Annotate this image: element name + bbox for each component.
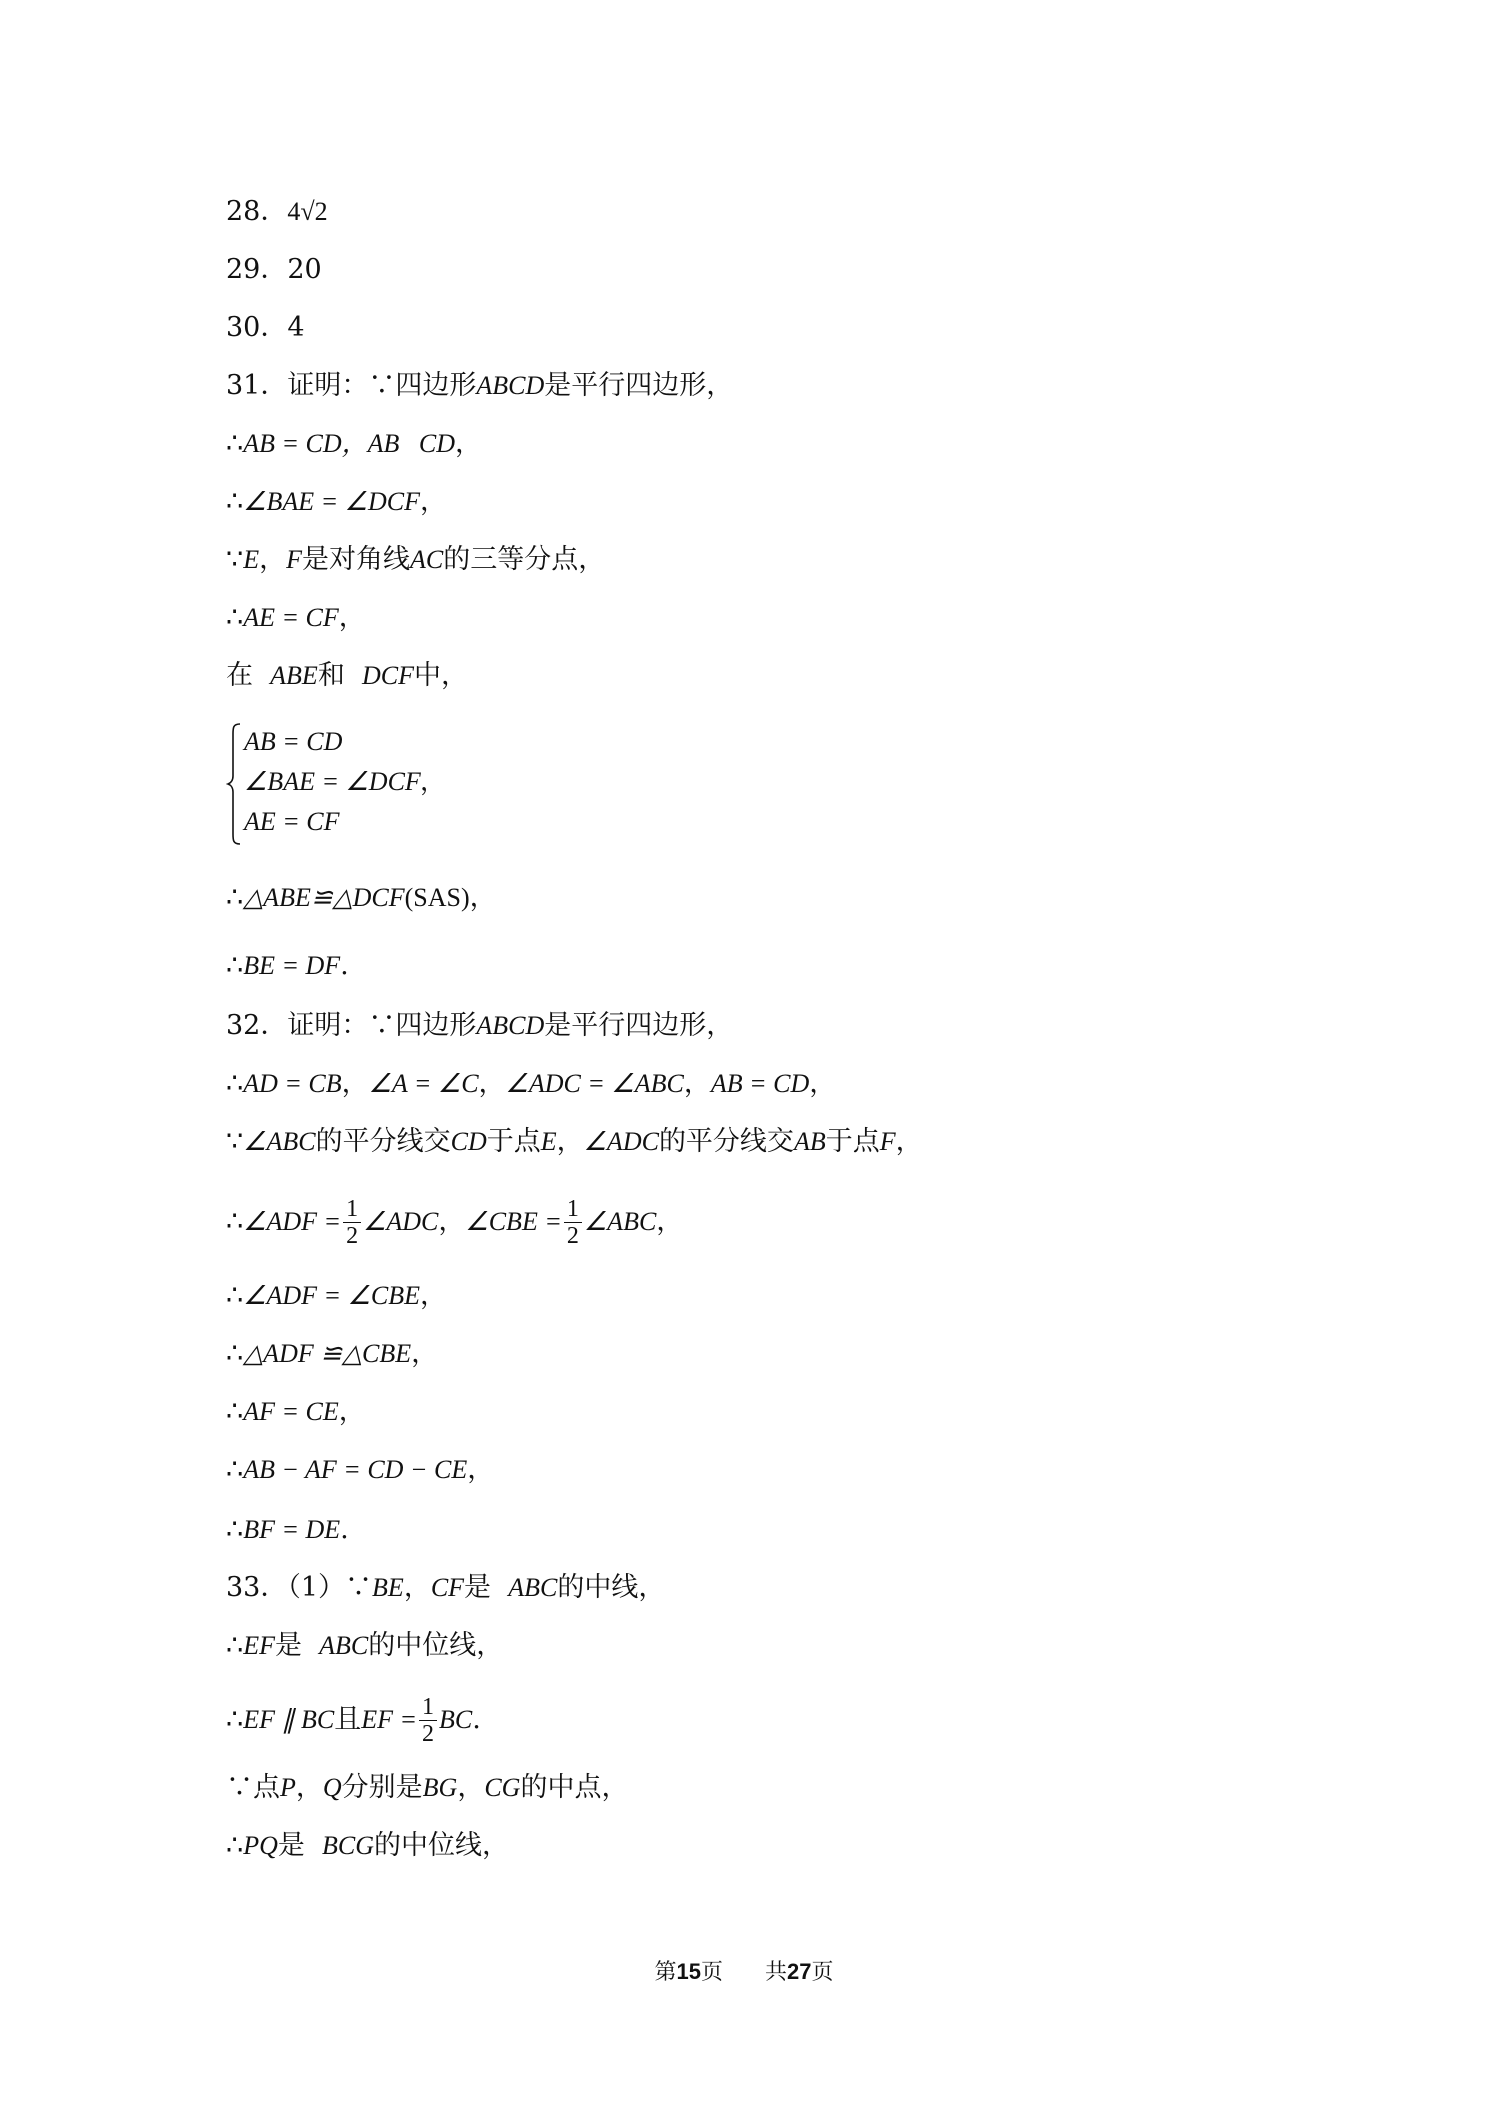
- math-expr: (SAS): [404, 883, 470, 912]
- therefore-symbol: ∴: [226, 1206, 244, 1237]
- math-expr: EF =: [361, 1705, 417, 1734]
- therefore-symbol: ∴: [226, 1338, 244, 1369]
- because-symbol: ∵点: [226, 1772, 280, 1803]
- answer-30: [226, 308, 305, 348]
- therefore-symbol: ∴: [226, 1068, 244, 1099]
- text: 的三等分点，: [443, 544, 606, 575]
- math-expr: ∠ADC = ∠ABC: [505, 1069, 684, 1098]
- math-expr: AB = CD: [710, 1069, 810, 1098]
- text: 是平行四边形，: [544, 370, 734, 401]
- text: ，: [259, 544, 287, 575]
- math-expr: ∠ADC: [583, 1127, 659, 1156]
- text: 和: [317, 660, 362, 691]
- page-footer: [0, 1955, 1488, 1986]
- text: 且: [334, 1704, 362, 1735]
- text: ，: [338, 602, 366, 633]
- proof-33-line-3: [226, 1694, 481, 1747]
- item-number: 28．: [226, 196, 288, 227]
- math-expr: Q: [322, 1773, 342, 1802]
- math-expr: ABCD: [476, 371, 545, 400]
- numerator: 1: [419, 1694, 437, 1721]
- total-pages: 27: [786, 1959, 812, 1984]
- item-text: 29．20: [226, 254, 322, 285]
- text: ，: [438, 1206, 466, 1237]
- therefore-symbol: ∴: [226, 428, 244, 459]
- text: .: [340, 950, 349, 981]
- math-expr: ABE: [270, 661, 318, 690]
- text: .: [472, 1704, 481, 1735]
- math-expr: AB − AF = CD − CE: [243, 1455, 468, 1484]
- math-expr: AB: [793, 1127, 826, 1156]
- proof-32-line-3: [226, 1122, 923, 1162]
- therefore-symbol: ∴: [226, 950, 244, 981]
- text: ，: [295, 1772, 323, 1803]
- math-expr: ∠ABC: [583, 1207, 657, 1236]
- fraction-half: [343, 1196, 361, 1249]
- therefore-symbol: ∴: [226, 1280, 244, 1311]
- proof-33-line-4: [226, 1768, 628, 1808]
- text: 分别是: [341, 1772, 423, 1803]
- math-expr: BG: [422, 1773, 458, 1802]
- because-symbol: ∵: [226, 1126, 244, 1157]
- text: ，: [895, 1126, 923, 1157]
- text: 32．证明：∵四边形: [226, 1010, 477, 1041]
- item-text: 30．4: [226, 312, 305, 343]
- proof-32-line-9: [226, 1510, 349, 1550]
- math-expr: EF: [243, 1631, 275, 1660]
- math-expr: ∠BAE = ∠DCF: [243, 487, 420, 516]
- therefore-symbol: ∴: [226, 1704, 244, 1735]
- math-expr: CF: [430, 1573, 465, 1602]
- math-expr: E: [243, 545, 260, 574]
- math-expr: 4√2: [287, 197, 328, 226]
- text: ，: [420, 1280, 447, 1311]
- text: 的中位线，: [374, 1830, 510, 1861]
- text: 的平分线交: [315, 1126, 451, 1157]
- proof-31-line-4: [226, 540, 605, 580]
- equation-system: [226, 722, 626, 852]
- denominator: 2: [346, 1223, 359, 1249]
- math-expr: AB = CD，AB CD: [243, 429, 455, 458]
- math-expr: CD: [450, 1127, 487, 1156]
- text: ，: [341, 1068, 369, 1099]
- text: ，: [809, 1068, 837, 1099]
- text: ，: [469, 882, 497, 913]
- text: 在: [226, 660, 271, 691]
- math-expr: DCF: [362, 661, 414, 690]
- math-expr: BF = DE: [243, 1515, 341, 1544]
- math-expr: F: [879, 1127, 896, 1156]
- math-expr: AF = CE: [243, 1397, 339, 1426]
- math-expr: AD = CB: [243, 1069, 342, 1098]
- answer-28: [226, 192, 328, 232]
- fraction-half: [564, 1196, 582, 1249]
- fraction-half: [419, 1694, 437, 1747]
- math-expr: △ABE≌△DCF: [243, 883, 405, 912]
- proof-33-line-1: [226, 1568, 665, 1608]
- text: 于点: [486, 1126, 541, 1157]
- proof-31-line-6: [226, 656, 468, 696]
- text: 是: [274, 1630, 320, 1661]
- text: ，: [656, 1206, 684, 1237]
- proof-31-line-7: [226, 878, 497, 918]
- therefore-symbol: ∴: [226, 486, 244, 517]
- math-expr: P: [280, 1773, 296, 1802]
- denominator: 2: [422, 1721, 434, 1747]
- proof-32-line-8: [226, 1450, 494, 1490]
- math-expr: ∠A = ∠C: [368, 1069, 479, 1098]
- proof-31-line-1: [226, 366, 733, 406]
- text: ，: [338, 1396, 366, 1427]
- text: 31．证明：∵四边形: [226, 370, 477, 401]
- math-expr: ∠ADC: [363, 1207, 439, 1236]
- text: 的中点，: [520, 1772, 629, 1803]
- proof-33-line-2: [226, 1626, 503, 1666]
- text: ，: [420, 486, 447, 517]
- math-expr: CG: [484, 1773, 521, 1802]
- text: 的中位线，: [368, 1630, 504, 1661]
- left-brace-icon: [226, 722, 244, 846]
- therefore-symbol: ∴: [226, 602, 244, 633]
- proof-32-line-7: [226, 1392, 366, 1432]
- system-row: AB = CD: [244, 727, 343, 756]
- math-expr: BE = DF: [243, 951, 341, 980]
- text: 的中线，: [557, 1572, 666, 1603]
- footer-text: 第: [654, 1960, 677, 1985]
- text: ，: [478, 1068, 506, 1099]
- math-expr: ABCD: [476, 1011, 545, 1040]
- text: 中，: [414, 660, 468, 691]
- math-expr: BC: [439, 1705, 473, 1734]
- therefore-symbol: ∴: [226, 1830, 244, 1861]
- math-expr: ∠ADF = ∠CBE: [243, 1281, 420, 1310]
- therefore-symbol: ∴: [226, 1454, 244, 1485]
- text: ，: [683, 1068, 711, 1099]
- math-expr: ∠ADF =: [243, 1207, 342, 1236]
- proof-32-line-6: [226, 1334, 438, 1374]
- footer-text: 页 共: [701, 1960, 787, 1985]
- text: 是对角线: [301, 544, 410, 575]
- math-expr: BCG: [322, 1831, 375, 1860]
- text: 是: [464, 1572, 509, 1603]
- text: ，: [411, 1338, 439, 1369]
- proof-32-line-2: [226, 1064, 836, 1104]
- text: 是平行四边形，: [544, 1010, 734, 1041]
- therefore-symbol: ∴: [226, 882, 244, 913]
- proof-33-line-5: [226, 1826, 509, 1866]
- math-expr: EF ∥ BC: [243, 1705, 335, 1734]
- math-expr: BE: [372, 1573, 404, 1602]
- proof-32-line-5: [226, 1276, 447, 1316]
- page-number: 15: [676, 1959, 702, 1984]
- text: ，: [556, 1126, 584, 1157]
- system-row: AE = CF: [244, 807, 340, 836]
- text: .: [340, 1514, 349, 1545]
- therefore-symbol: ∴: [226, 1514, 244, 1545]
- math-expr: E: [540, 1127, 557, 1156]
- system-comma: ，: [420, 767, 447, 797]
- numerator: 1: [343, 1196, 361, 1223]
- text: ，: [455, 428, 482, 459]
- footer-text: 页: [811, 1960, 834, 1985]
- proof-31-line-2: [226, 424, 482, 464]
- numerator: 1: [564, 1196, 582, 1223]
- text: ，: [467, 1454, 495, 1485]
- text: 的平分线交: [658, 1126, 794, 1157]
- proof-32-line-1: [226, 1006, 733, 1046]
- math-expr: PQ: [243, 1831, 278, 1860]
- denominator: 2: [566, 1223, 579, 1249]
- proof-31-line-8: [226, 946, 349, 986]
- math-expr: △ADF ≌△CBE: [243, 1339, 412, 1368]
- math-expr: ABC: [508, 1573, 558, 1602]
- text: 33．（1）∵: [226, 1572, 373, 1603]
- math-expr: ABC: [319, 1631, 369, 1660]
- math-expr: ∠ABC: [243, 1127, 316, 1156]
- math-expr: AC: [409, 545, 444, 574]
- because-symbol: ∵: [226, 544, 244, 575]
- proof-32-line-4: [226, 1196, 683, 1249]
- system-row: ∠BAE = ∠DCF: [244, 767, 421, 796]
- system-rows: [244, 722, 421, 842]
- answer-29: [226, 250, 322, 290]
- math-expr: F: [286, 545, 302, 574]
- text: 于点: [825, 1126, 880, 1157]
- text: ，: [457, 1772, 485, 1803]
- proof-31-line-3: [226, 482, 447, 522]
- text: 是: [277, 1830, 323, 1861]
- math-expr: ∠CBE =: [465, 1207, 562, 1236]
- text: ，: [403, 1572, 431, 1603]
- therefore-symbol: ∴: [226, 1630, 244, 1661]
- therefore-symbol: ∴: [226, 1396, 244, 1427]
- proof-31-line-5: [226, 598, 366, 638]
- math-expr: AE = CF: [243, 603, 339, 632]
